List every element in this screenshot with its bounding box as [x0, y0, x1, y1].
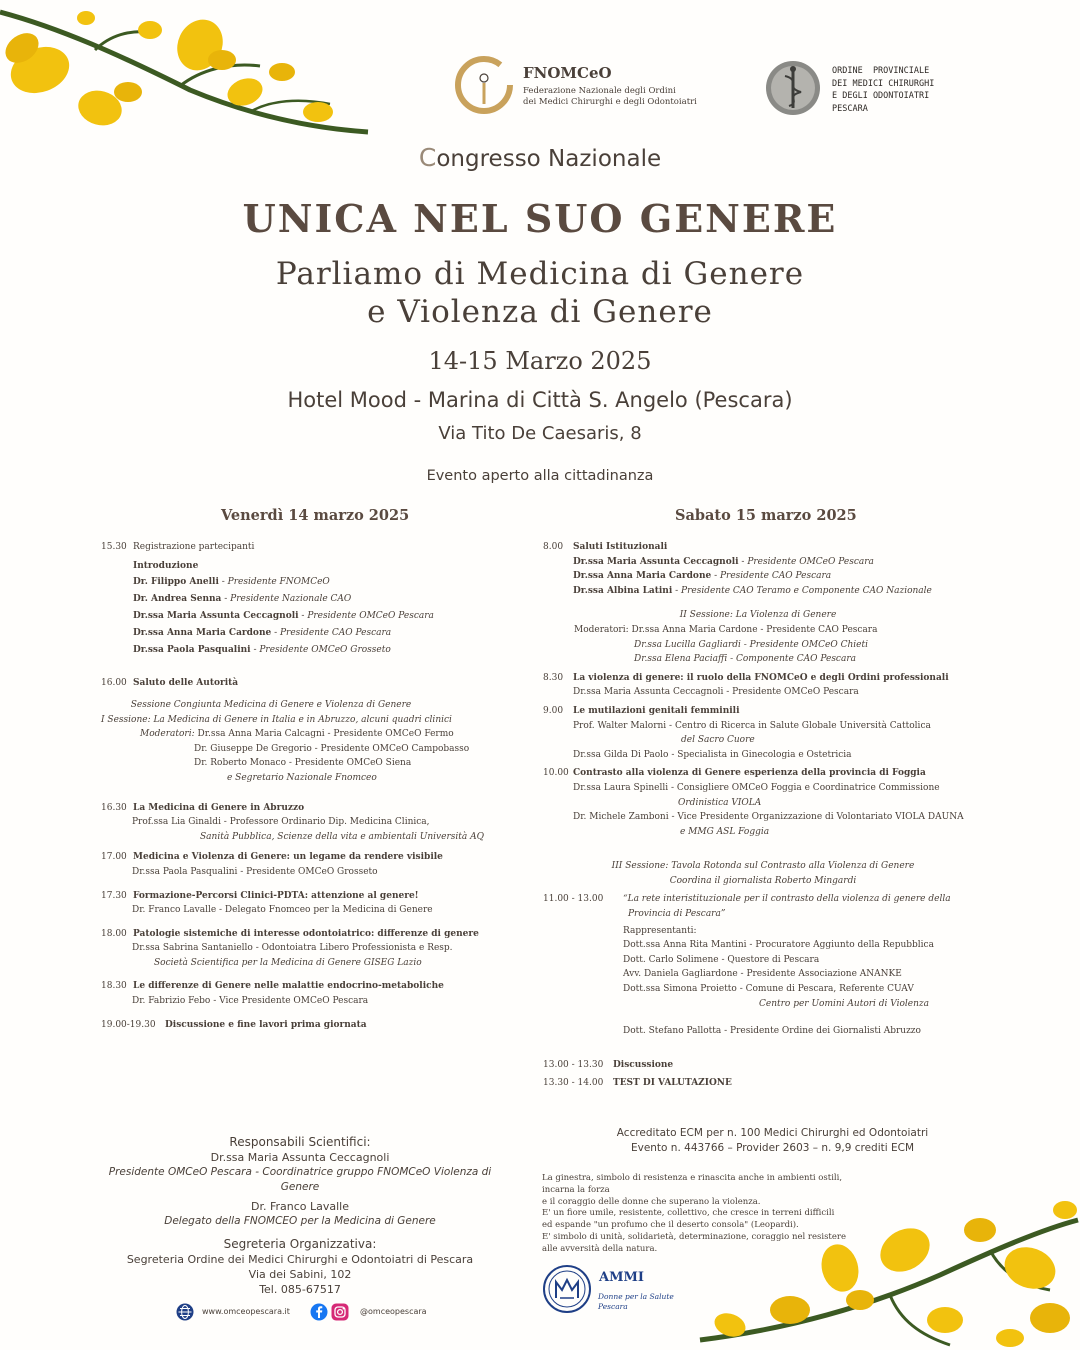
- ordine-pescara-logo: [765, 60, 965, 120]
- instagram-icon[interactable]: [331, 1303, 349, 1321]
- day1-program: [101, 540, 521, 1032]
- day1-authorities: 16.00 Saluto delle Autorità: [101, 678, 239, 689]
- ammi-emblem-icon: [542, 1264, 592, 1314]
- ammi-logo: [542, 1264, 702, 1320]
- day1-talk-2: 17.00 Medicina e Violenza di Genere: un legame da rendere visibile Dr.ssa Paola Pasqualini - Presidente OMCeO Grosseto: [101, 852, 443, 877]
- website-link[interactable]: www.omceopescara.it: [202, 1307, 290, 1316]
- ammi-subtitle: Donne per la Salute Pescara: [598, 1292, 674, 1311]
- fnomceo-subtitle: Federazione Nazionale degli Ordini dei Medici Chirurghi e degli Odontoiatri: [523, 86, 697, 107]
- globe-icon: [176, 1303, 194, 1321]
- day1-closing: 19.00-19.30 Discussione e fine lavori prima giornata: [101, 1019, 367, 1030]
- day2-session2: II Sessione: La Violenza di Genere Moderatori: Dr.ssa Anna Maria Cardone - Presidente CAO Pescara Dr.ssa Lucilla Gagliardi - Presidente OMCeO Chieti Dr.ssa Elena Paciaffi - Componente CAO Pescara: [574, 610, 878, 665]
- ginestra-flowers-top-left: [0, 0, 370, 145]
- speaker: Dr.ssa Anna Maria Cardone - Presidente CAO Pescara: [573, 571, 832, 582]
- day2-program: [543, 540, 983, 1091]
- ammi-title: AMMI: [599, 1270, 644, 1285]
- footer-responsabili: Responsabili Scientifici: Dr.ssa Maria Assunta Ceccagnoli Presidente OMCeO Pescara - Coordinatrice gruppo FNOMCeO Violenza di Genere Dr. Franco Lavalle Delegato della FNOMCEO per la Medicina di Genere Segreteria Organizzativa: Segreteria Ordine dei Medici Chirurghi e Odontoiatri di Pescara Via dei Sabini, 102 Tel. 085-67517: [108, 1135, 492, 1296]
- day1-talk-5: 18.30 Le differenze di Genere nelle malattie endocrino-metaboliche Dr. Fabrizio Febo - Vice Presidente OMCeO Pescara: [101, 981, 444, 1007]
- main-title: UNICA NEL SUO GENERE: [242, 196, 838, 241]
- day2-roundtable: 11.00 - 13.00 “La rete interistituzionale per il contrasto della violenza di genere della Provincia di Pescara” Rappresentanti: Dott.ssa Anna Rita Mantini - Procuratore Aggiunto della Repubblica Dott. Carlo Solimene - Questore di Pescara Avv. Daniela Gagliardone - Presidente Associazione ANANKE Dott.ssa Simona Proietto - Comune di Pescara, Referente CUAV Centro per Uomini Autori di Violenza Dott. Stefano Pallotta - Presidente Ordine dei Giornalisti Abruzzo: [543, 894, 951, 1037]
- event-dates: 14-15 Marzo 2025: [428, 347, 652, 375]
- day1-intro: Introduzione Dr. Filippo Anelli - Presidente FNOMCeO Dr. Andrea Senna - Presidente Nazionale CAO Dr.ssa Maria Assunta Ceccagnoli - Presidente OMCeO Pescara Dr.ssa Anna Maria Cardone - Presidente CAO Pescara Dr.ssa Paola Pasqualini - Presidente OMCeO Grosseto: [101, 558, 521, 659]
- event-address: Via Tito De Caesaris, 8: [438, 423, 642, 444]
- day2-test: 13.30 - 14.00 TEST DI VALUTAZIONE: [543, 1078, 732, 1089]
- event-note: Evento aperto alla cittadinanza: [426, 468, 654, 484]
- day2-talk-3: 10.00 Contrasto alla violenza di Genere esperienza della provincia di Foggia Dr.ssa Laura Spinelli - Consigliere OMCeO Foggia e Coordinatrice Commissione Ordinistica VIOLA Dr. Michele Zamboni - Vice Presidente Organizzazione di Volontariato VIOLA DAUNA e MMG ASL Foggia: [543, 768, 964, 837]
- speaker: Dr.ssa Paola Pasqualini - Presidente OMCeO Grosseto: [133, 644, 391, 655]
- ordine-pescara-text: ORDINE PROVINCIALE DEI MEDICI CHIRURGHI E DEGLI ODONTOIATRI PESCARA: [832, 66, 935, 114]
- day2-heading: Sabato 15 marzo 2025: [675, 507, 857, 524]
- fnomceo-emblem-icon: [455, 56, 513, 114]
- day2-session3: III Sessione: Tavola Rotonda sul Contrasto alla Violenza di Genere Coordina il giornalista Roberto Mingardi: [611, 861, 915, 886]
- ginestra-flowers-bottom-right: [690, 1190, 1080, 1350]
- social-handle[interactable]: @omceopescara: [360, 1307, 427, 1316]
- speaker: Dr. Filippo Anelli - Presidente FNOMCeO: [133, 577, 330, 588]
- speaker: Dr.ssa Albina Latini - Presidente CAO Teramo e Componente CAO Nazionale: [573, 585, 932, 596]
- speaker: Dr. Andrea Senna - Presidente Nazionale CAO: [133, 594, 352, 605]
- day1-talk-1: 16.30 La Medicina di Genere in Abruzzo Prof.ssa Lia Ginaldi - Professore Ordinario Dip. Medicina Clinica, Sanità Pubblica, Scienze della vita e ambientali Università AQ: [101, 802, 484, 842]
- ginestra-text: La ginestra, simbolo di resistenza e rinascita anche in ambienti ostili, incarna la forza e il coraggio delle donne che superano la violenza. E' un fiore umile, resistente, collettivo, che cresce in terreni difficili ed espande "un profumo che il deserto consola" (Leopardi). E' simbolo di unità, solidarietà, determinazione, coraggio nel resistere alle avversità della natura.: [542, 1173, 846, 1254]
- subtitle: Parliamo di Medicina di Genere e Violenza di Genere: [275, 256, 805, 330]
- day1-talk-3: 17.30 Formazione-Percorsi Clinici-PDTA: attenzione al genere! Dr. Franco Lavalle - Delegato Fnomceo per la Medicina di Genere: [101, 890, 433, 916]
- fnomceo-title: FNOMCeO: [523, 64, 612, 82]
- day2-talk-2: 9.00 Le mutilazioni genitali femminili Prof. Walter Malorni - Centro di Ricerca in Salute Globale Università Cattolica del Sacro Cuore Dr.ssa Gilda Di Paolo - Specialista in Ginecologia e Ostetricia: [543, 705, 931, 760]
- day2-talk-1: 8.30 La violenza di genere: il ruolo della FNOMCeO e degli Ordini professionali Dr.ssa Maria Assunta Ceccagnoli - Presidente OMCeO Pescara: [543, 672, 949, 698]
- speaker: Dr.ssa Maria Assunta Ceccagnoli - Presidente OMCeO Pescara: [573, 556, 874, 567]
- day1-heading: Venerdì 14 marzo 2025: [221, 507, 410, 524]
- day1-session1: Sessione Congiunta Medicina di Genere e Violenza di Genere I Sessione: La Medicina di Genere in Italia e in Abruzzo, alcuni quadri clinici Moderatori: Dr.ssa Anna Maria Calcagni - Presidente OMCeO Fermo Dr. Giuseppe De Gregorio - Presidente OMCeO Campobasso Dr. Roberto Monaco - Presidente OMCeO Siena e Segretario Nazionale Fnomceo: [101, 699, 470, 783]
- day2-discussion: 13.00 - 13.30 Discussione: [543, 1059, 674, 1070]
- speaker: Dr.ssa Maria Assunta Ceccagnoli - Presidente OMCeO Pescara: [133, 610, 434, 621]
- day1-talk-4: 18.00 Patologie sistemiche di interesse odontoiatrico: differenze di genere Dr.ssa Sabrina Santaniello - Odontoiatra Libero Professionista e Resp. Società Scientifica per la Medicina di Genere GISEG Lazio: [101, 928, 479, 968]
- speaker: Dr.ssa Anna Maria Cardone - Presidente CAO Pescara: [133, 627, 392, 638]
- day2-greetings: 8.00 Saluti Istituzionali Dr.ssa Maria Assunta Ceccagnoli - Presidente OMCeO Pescara Dr.ssa Anna Maria Cardone - Presidente CAO Pescara Dr.ssa Albina Latini - Presidente CAO Teramo e Componente CAO Nazionale: [543, 540, 983, 598]
- day1-registration: 15.30 Registrazione partecipanti: [101, 542, 255, 552]
- facebook-icon[interactable]: [310, 1303, 328, 1321]
- event-venue: Hotel Mood - Marina di Città S. Angelo (Pescara): [287, 388, 793, 412]
- fnomceo-logo: [455, 56, 697, 118]
- footer-ecm: Accreditato ECM per n. 100 Medici Chirurghi ed Odontoiatri Evento n. 443766 – Provider 2603 – n. 9,9 crediti ECM: [616, 1127, 929, 1154]
- congress-kicker: Congresso Nazionale: [418, 143, 662, 172]
- ordine-coin-emblem-icon: [765, 60, 821, 116]
